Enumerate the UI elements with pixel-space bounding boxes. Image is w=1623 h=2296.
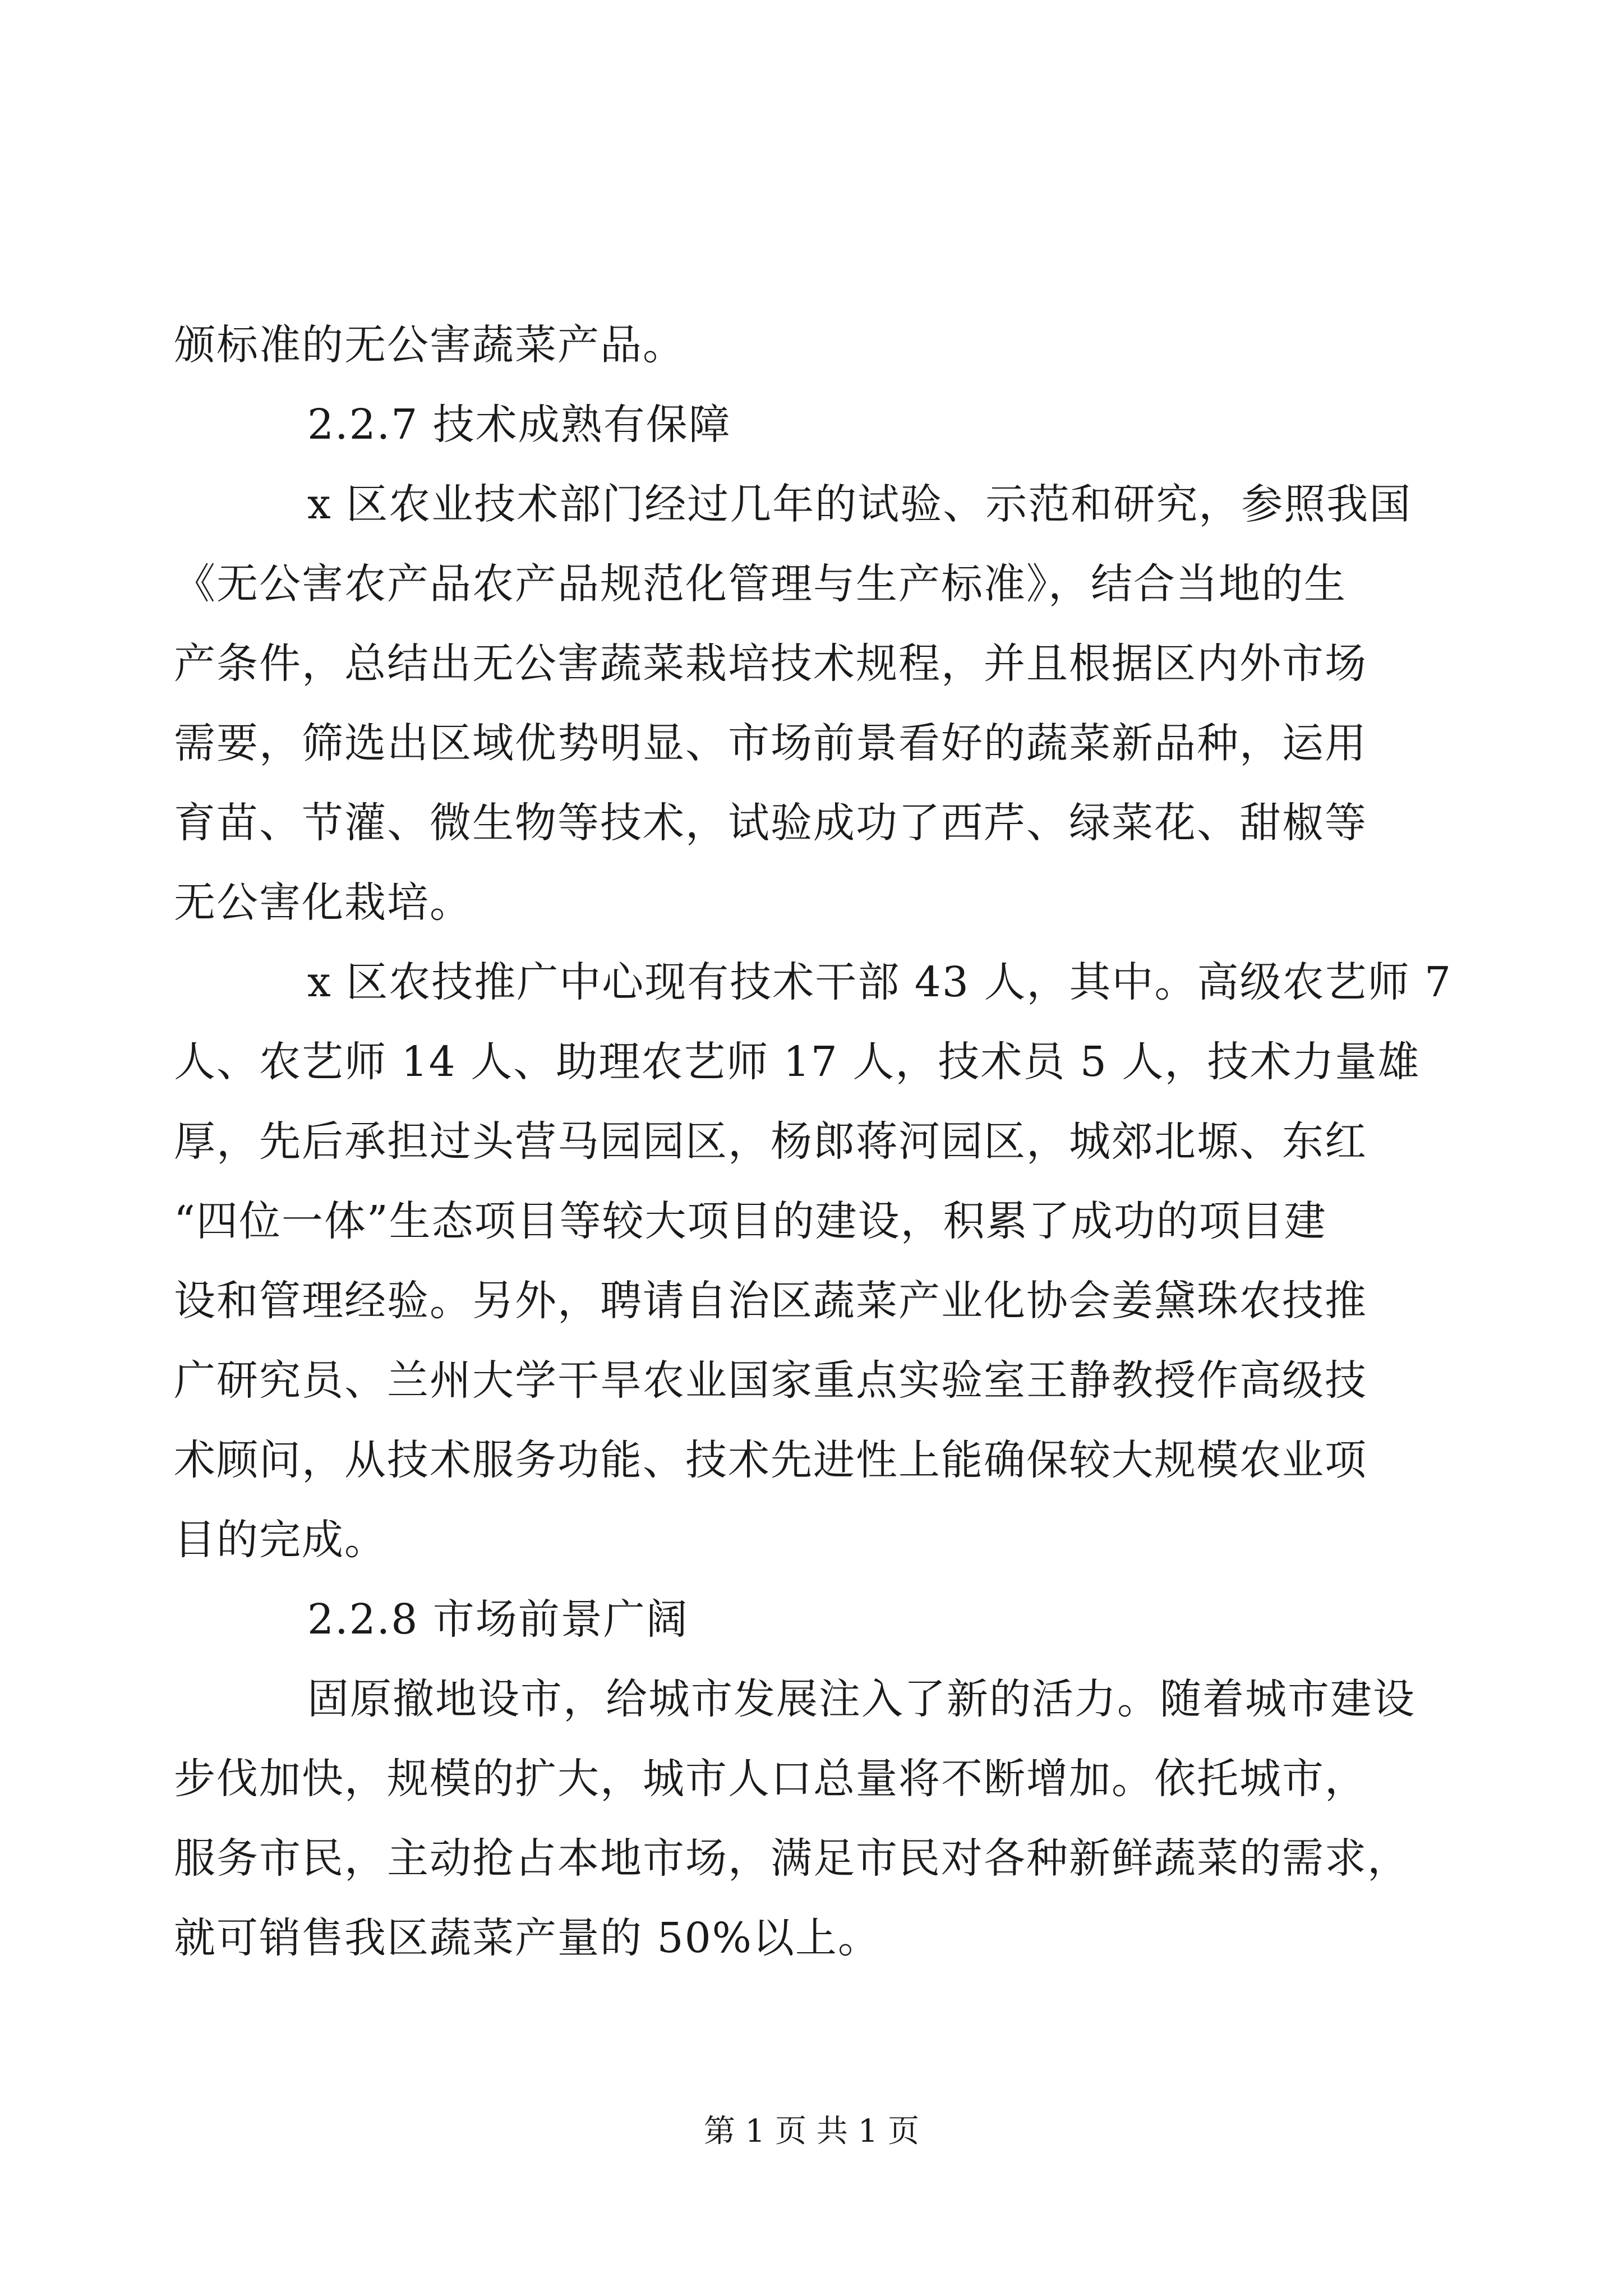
text-line: 育苗、节灌、微生物等技术，试验成功了西芹、绿菜花、甜椒等 bbox=[174, 799, 1367, 847]
text-line: x 区农技推广中心现有技术干部 43 人，其中。高级农艺师 7 bbox=[307, 958, 1453, 1006]
text-line: 厚，先后承担过头营马园园区，杨郎蒋河园区，城郊北塬、东红 bbox=[174, 1117, 1367, 1166]
text-line: 固原撤地设市，给城市发展注入了新的活力。随着城市建设 bbox=[307, 1675, 1415, 1723]
text-line: 术顾问，从技术服务功能、技术先进性上能确保较大规模农业项 bbox=[174, 1436, 1367, 1484]
text-line: 目的完成。 bbox=[174, 1516, 387, 1564]
text-line: 需要，筛选出区域优势明显、市场前景看好的蔬菜新品种，运用 bbox=[174, 719, 1367, 767]
page-footer: 第 1 页 共 1 页 bbox=[703, 2113, 920, 2150]
text-line: 无公害化栽培。 bbox=[174, 878, 472, 927]
text-line: 服务市民，主动抢占本地市场，满足市民对各种新鲜蔬菜的需求， bbox=[174, 1834, 1410, 1883]
text-line: 步伐加快，规模的扩大，城市人口总量将不断增加。依托城市， bbox=[174, 1755, 1367, 1803]
text-line: 颁标准的无公害蔬菜产品。 bbox=[174, 321, 685, 369]
text-line: 就可销售我区蔬菜产量的 50%以上。 bbox=[174, 1914, 880, 1962]
text-line: 广研究员、兰州大学干旱农业国家重点实验室王静教授作高级技 bbox=[174, 1356, 1367, 1405]
text-line: 设和管理经验。另外，聘请自治区蔬菜产业化协会姜黛珠农技推 bbox=[174, 1277, 1367, 1325]
text-line: 人、农艺师 14 人、助理农艺师 17 人，技术员 5 人，技术力量雄 bbox=[174, 1038, 1421, 1086]
section-heading: 2.2.8 市场前景广阔 bbox=[307, 1595, 689, 1644]
text-line: “四位一体”生态项目等较大项目的建设，积累了成功的项目建 bbox=[174, 1197, 1327, 1245]
text-line: x 区农业技术部门经过几年的试验、示范和研究，参照我国 bbox=[307, 480, 1412, 528]
text-line: 《无公害农产品农产品规范化管理与生产标准》，结合当地的生 bbox=[174, 560, 1347, 608]
section-heading: 2.2.7 技术成熟有保障 bbox=[307, 401, 731, 449]
text-line: 产条件，总结出无公害蔬菜栽培技术规程，并且根据区内外市场 bbox=[174, 639, 1367, 688]
